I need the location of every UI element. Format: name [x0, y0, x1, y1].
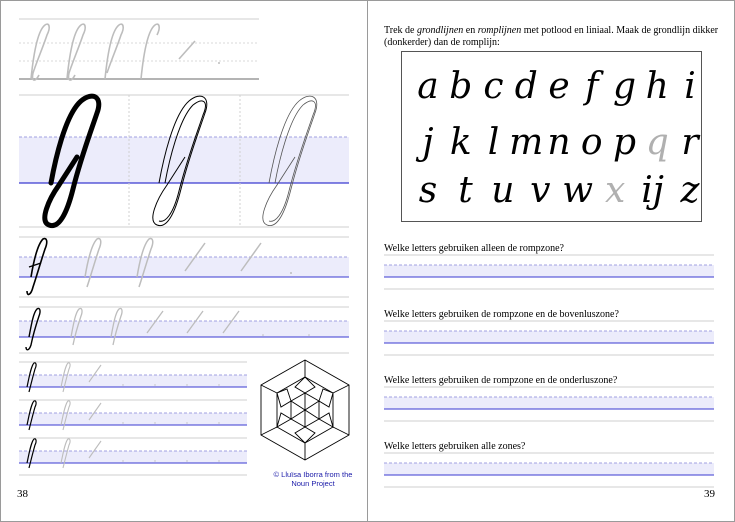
practice-row-1 — [19, 237, 349, 297]
alphabet-letter-g: g — [612, 66, 637, 107]
alphabet-letter-v: v — [530, 170, 551, 211]
instruction-part-3: met potlood en liniaal. Maak de grondlijn dikker (donkerder) dan de romplijn: — [384, 25, 719, 48]
alphabet-letter-o: o — [580, 122, 603, 163]
small-row-3 — [19, 438, 247, 475]
credit-line-2: Noun Project — [291, 479, 335, 488]
alphabet-box — [401, 51, 702, 222]
alphabet-letter-u: u — [491, 170, 515, 211]
left-page — [1, 1, 367, 521]
alphabet-letter-q: q — [645, 122, 669, 163]
image-credit — [263, 470, 363, 488]
alphabet-letter-e: e — [548, 66, 570, 107]
alphabet-letters — [402, 52, 701, 221]
alphabet-letter-r: r — [681, 122, 699, 163]
credit-line-1: © Lluïsa Iborra from the — [273, 470, 353, 479]
top-tracing-strip — [19, 19, 259, 83]
page-number-left: 38 — [17, 488, 28, 500]
instruction-text — [384, 25, 724, 49]
hexagon-pattern-illustration — [257, 357, 353, 463]
practice-row-2 — [19, 307, 349, 353]
alphabet-letter-b: b — [449, 66, 473, 107]
alphabet-letter-f: f — [585, 66, 599, 107]
alphabet-letter-m: m — [509, 122, 544, 163]
alphabet-letter-p: p — [612, 122, 637, 163]
alphabet-letter-s: s — [418, 170, 438, 211]
question-2: Welke letters gebruiken de rompzone en de bovenluszone? — [384, 309, 619, 320]
answer-lines-1 — [384, 255, 714, 291]
alphabet-letter-x: x — [604, 170, 626, 211]
answer-lines-2 — [384, 321, 714, 357]
alphabet-letter-j: j — [422, 122, 434, 163]
alphabet-letter-h: h — [645, 66, 669, 107]
alphabet-letter-t: t — [458, 170, 473, 211]
alphabet-letter-d: d — [514, 66, 538, 107]
instruction-part-1: Trek de — [384, 25, 417, 36]
instruction-term-grondlijnen: grondlijnen — [416, 25, 464, 36]
question-1: Welke letters gebruiken alleen de rompzone? — [384, 243, 564, 254]
large-letter-block — [19, 95, 349, 227]
alphabet-letter-z: z — [680, 170, 700, 211]
page-number-right: 39 — [704, 488, 715, 500]
alphabet-letter-n: n — [547, 122, 571, 163]
alphabet-letter-ij: ij — [641, 170, 664, 211]
answer-lines-4 — [384, 453, 714, 489]
instruction-part-2: en — [463, 25, 478, 36]
small-row-1 — [19, 362, 247, 392]
right-page — [368, 1, 734, 521]
alphabet-letter-w: w — [562, 170, 594, 211]
practice-rows-small — [19, 362, 247, 476]
answer-lines-3 — [384, 387, 714, 423]
alphabet-letter-a: a — [417, 66, 439, 107]
alphabet-letter-i: i — [684, 66, 696, 107]
alphabet-letter-l: l — [487, 122, 500, 163]
alphabet-letter-c: c — [483, 66, 504, 107]
instruction-term-romplijnen: romplijnen — [477, 25, 522, 36]
question-4: Welke letters gebruiken alle zones? — [384, 441, 526, 452]
question-3: Welke letters gebruiken de rompzone en de onderluszone? — [384, 375, 618, 386]
alphabet-letter-k: k — [449, 122, 472, 163]
small-row-2 — [19, 400, 247, 430]
